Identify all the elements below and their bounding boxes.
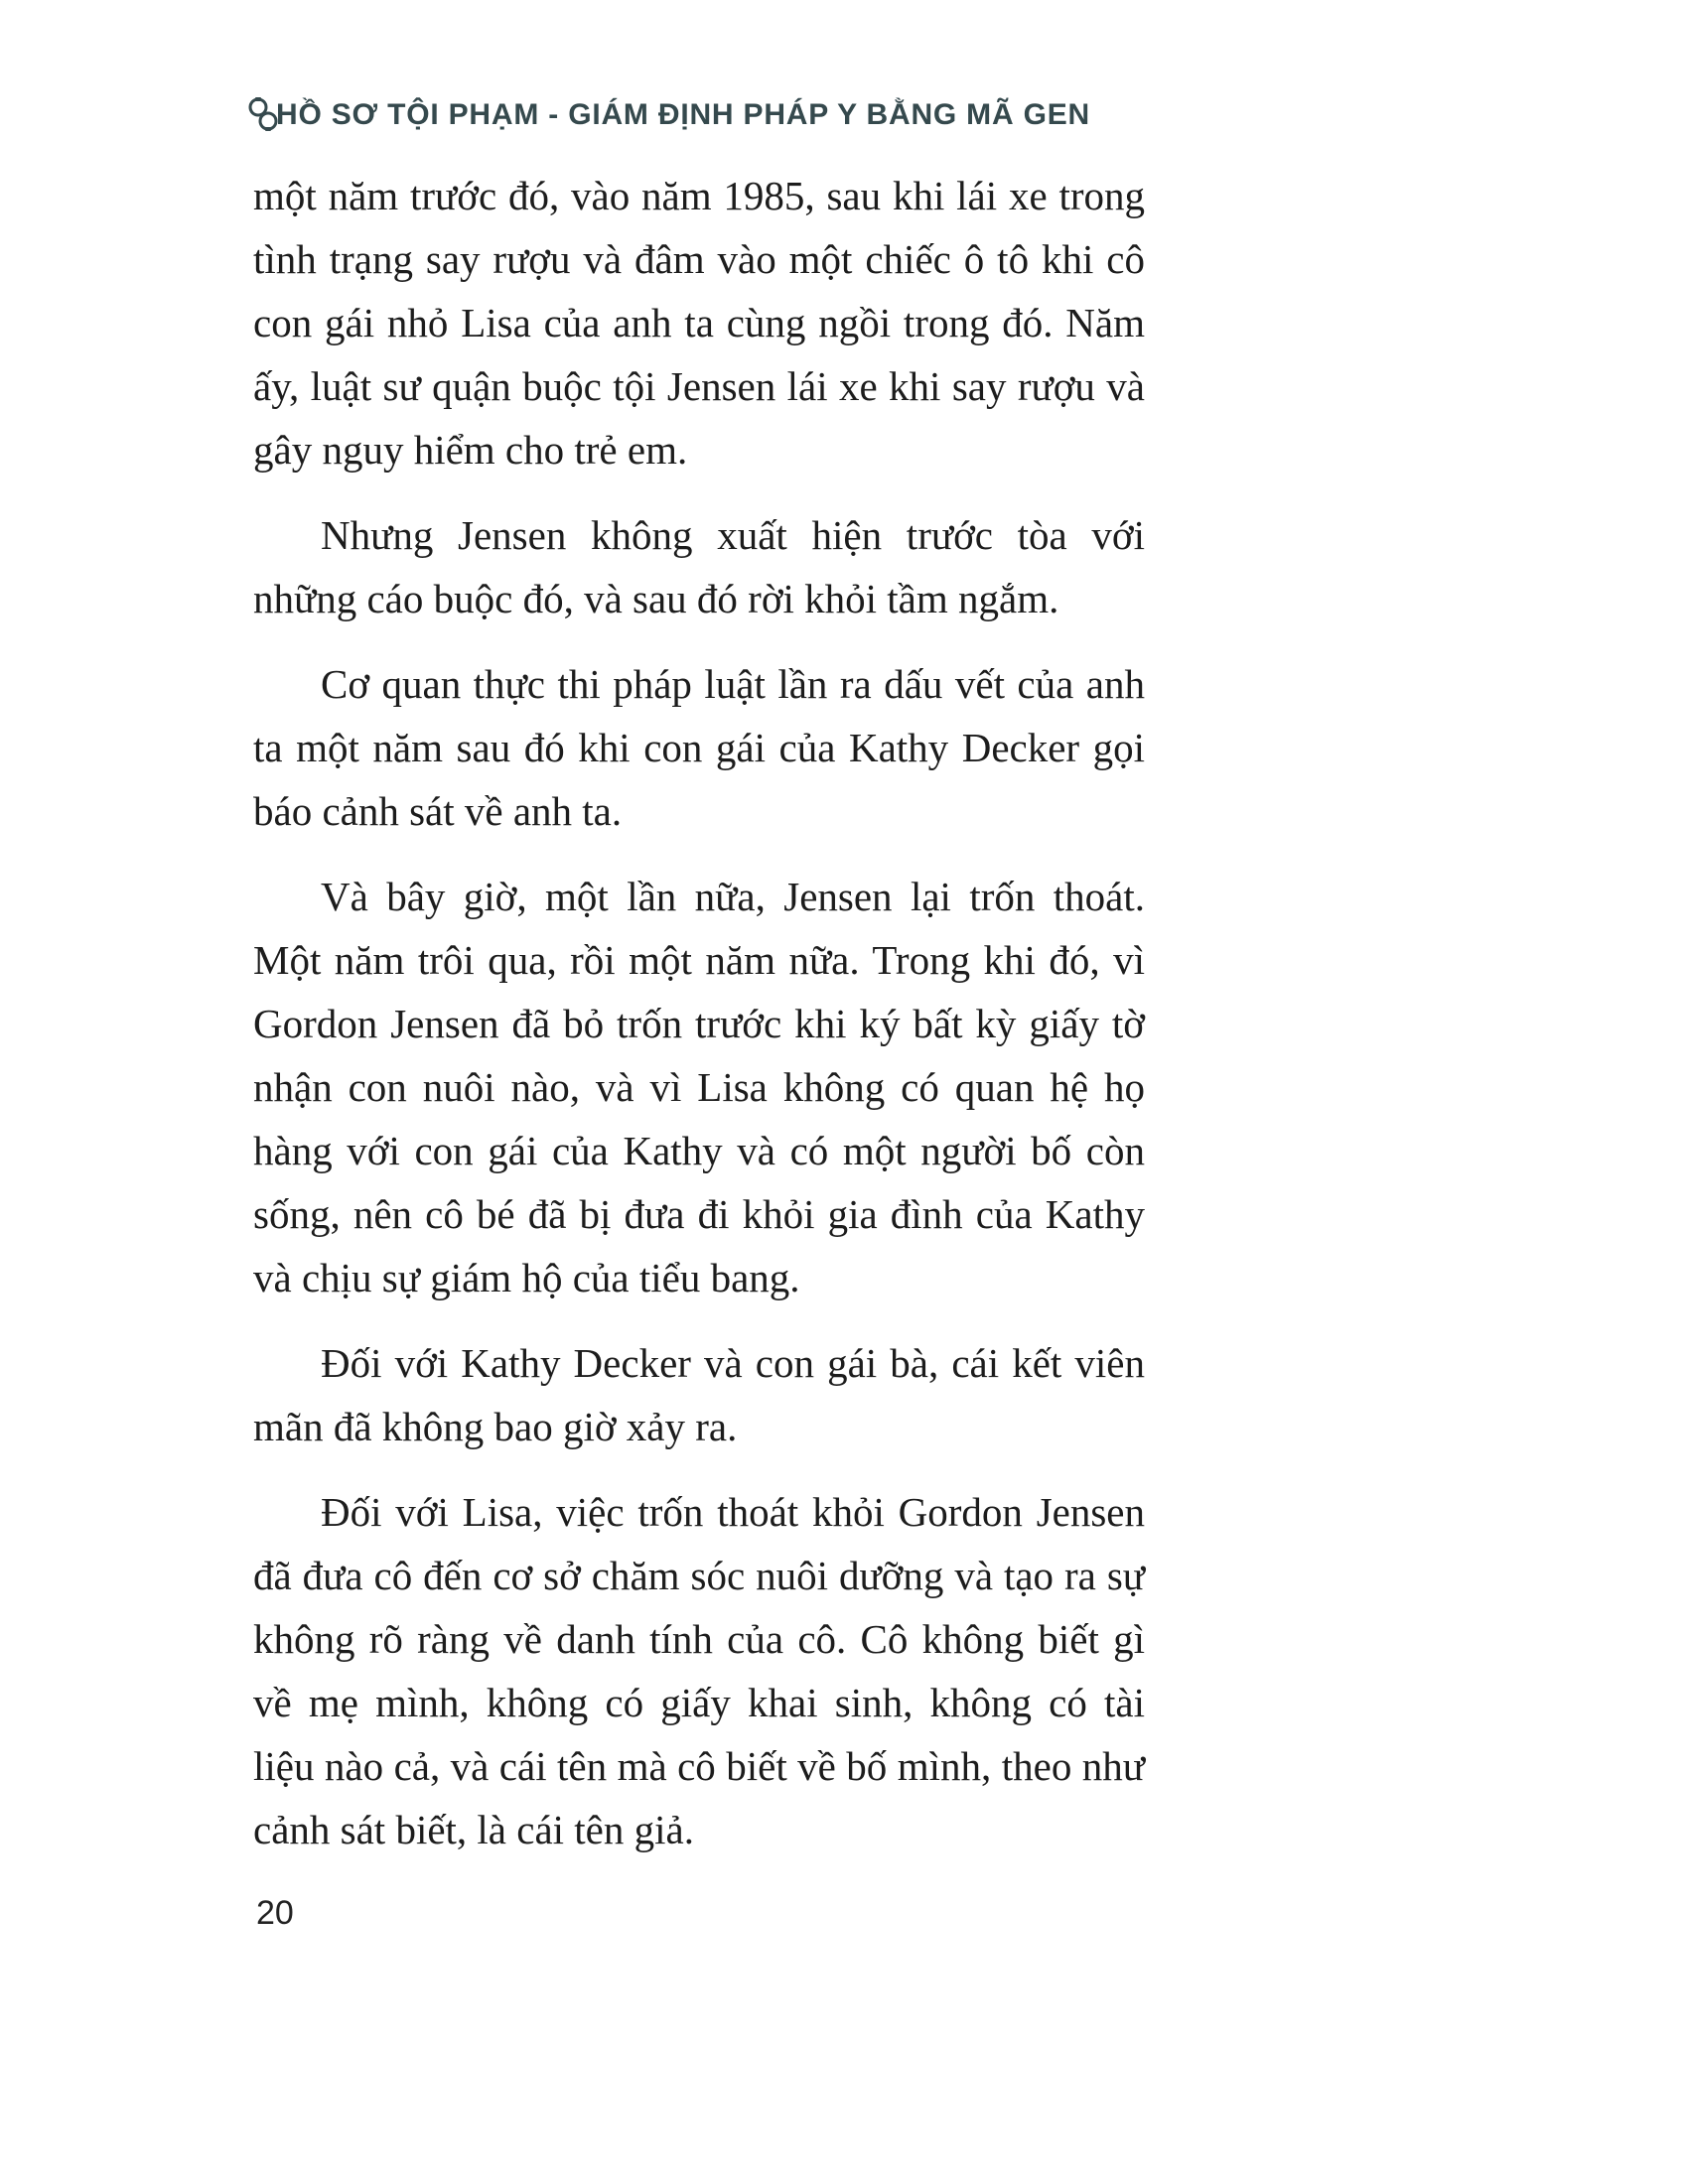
paragraph: Và bây giờ, một lần nữa, Jensen lại trốn thoát. Một năm trôi qua, rồi một năm nữa. Trong khi đó, vì Gordon Jensen đã bỏ trốn trước khi ký bất kỳ giấy tờ nhận con nuôi nào, và vì Lisa không có quan hệ họ hàng với con gái của Kathy và có một người bố còn sống, nên cô bé đã bị đưa đi khỏi gia đình của Kathy và chịu sự giám hộ của tiểu bang. xyxy=(253,874,1145,1300)
page-number: 20 xyxy=(256,1894,294,1932)
paragraph: Đối với Kathy Decker và con gái bà, cái kết viên mãn đã không bao giờ xảy ra. xyxy=(253,1340,1145,1449)
handcuffs-icon xyxy=(246,95,280,135)
paragraph: Nhưng Jensen không xuất hiện trước tòa với những cáo buộc đó, và sau đó rời khỏi tầm ngắm. xyxy=(253,512,1145,621)
page-content xyxy=(253,164,1145,1883)
running-header-title: HỒ SƠ TỘI PHẠM - GIÁM ĐỊNH PHÁP Y BẰNG MÃ GEN xyxy=(276,98,1090,131)
paragraph: Đối với Lisa, việc trốn thoát khỏi Gordon Jensen đã đưa cô đến cơ sở chăm sóc nuôi dưỡng và tạo ra sự không rõ ràng về danh tính của cô. Cô không biết gì về mẹ mình, không có giấy khai sinh, không có tài liệu nào cả, và cái tên mà cô biết về bố mình, theo như cảnh sát biết, là cái tên giả. xyxy=(253,1489,1145,1852)
page-header xyxy=(246,95,1160,135)
paragraph: Cơ quan thực thi pháp luật lần ra dấu vết của anh ta một năm sau đó khi con gái của Kathy Decker gọi báo cảnh sát về anh ta. xyxy=(253,661,1145,834)
paragraph: một năm trước đó, vào năm 1985, sau khi lái xe trong tình trạng say rượu và đâm vào một chiếc ô tô khi cô con gái nhỏ Lisa của anh ta cùng ngồi trong đó. Năm ấy, luật sư quận buộc tội Jensen lái xe khi say rượu và gây nguy hiểm cho trẻ em. xyxy=(253,173,1145,473)
